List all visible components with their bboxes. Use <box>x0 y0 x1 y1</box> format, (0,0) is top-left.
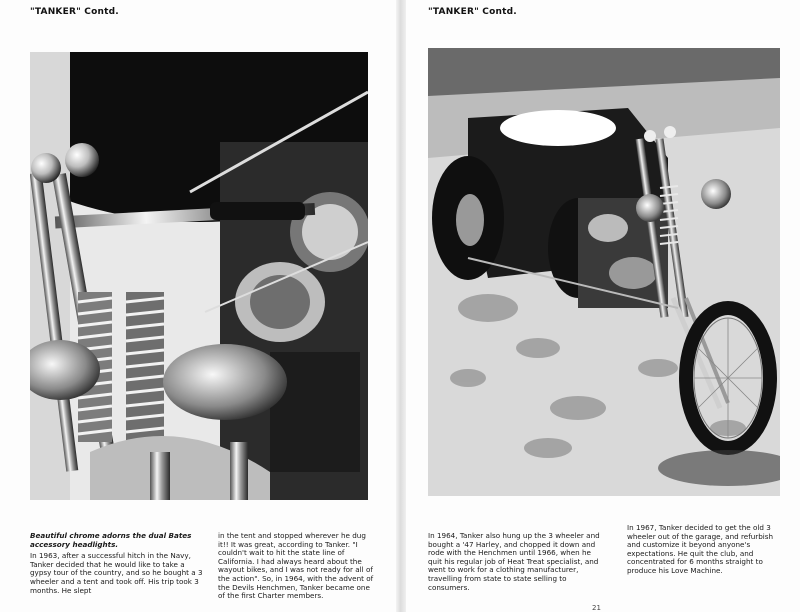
running-head-left: "TANKER" Contd. <box>30 7 119 17</box>
running-head-right: "TANKER" Contd. <box>428 7 517 17</box>
right-column-2 <box>627 524 787 576</box>
book-spine <box>396 0 406 612</box>
spring-right <box>126 292 164 452</box>
photo-trike <box>428 48 780 496</box>
photo-chrome-headlights <box>30 52 368 500</box>
left-paragraph-2: in the tent and stopped wherever he dug it!! It was great, according to Tanker. "I couldn't wait to hit the state line of California. I had always heard about the wayout bikes, and I was not ready for all of the action". So, in 1964, with the advent of the Devils Henchmen, Tanker became one of the first Charter members. <box>218 531 374 601</box>
left-paragraph-1: In 1963, after a successful hitch in the Navy, Tanker decided that he would like to take a gypsy tour of the country, and so he bought a 3 wheeler and a tent and took off. His trip took 3 months. He slept <box>30 551 203 595</box>
page-number-right: 21 <box>592 604 601 612</box>
photo-chrome-headlights-art <box>30 52 368 500</box>
photo-caption: Beautiful chrome adorns the dual Bates accessory headlights. <box>30 531 192 549</box>
right-paragraph-2: In 1967, Tanker decided to get the old 3 wheeler out of the garage, and refurbish and customize it beyond anyone's expectations. He quit the club, and concentrated for 6 months straight to produce his Love Machine. <box>627 523 774 575</box>
right-column-1 <box>428 532 600 592</box>
left-column-2 <box>218 532 378 601</box>
right-paragraph-1: In 1964, Tanker also hung up the 3 wheeler and bought a '47 Harley, and chopped it down and rode with the Henchmen until 1966, when he quit his regular job of Heat Treat specialist, and went to work for a clothing manufacturer, travelling from state to state selling to consumers. <box>428 531 600 592</box>
left-column-1 <box>30 532 206 595</box>
photo-trike-art <box>428 48 780 496</box>
